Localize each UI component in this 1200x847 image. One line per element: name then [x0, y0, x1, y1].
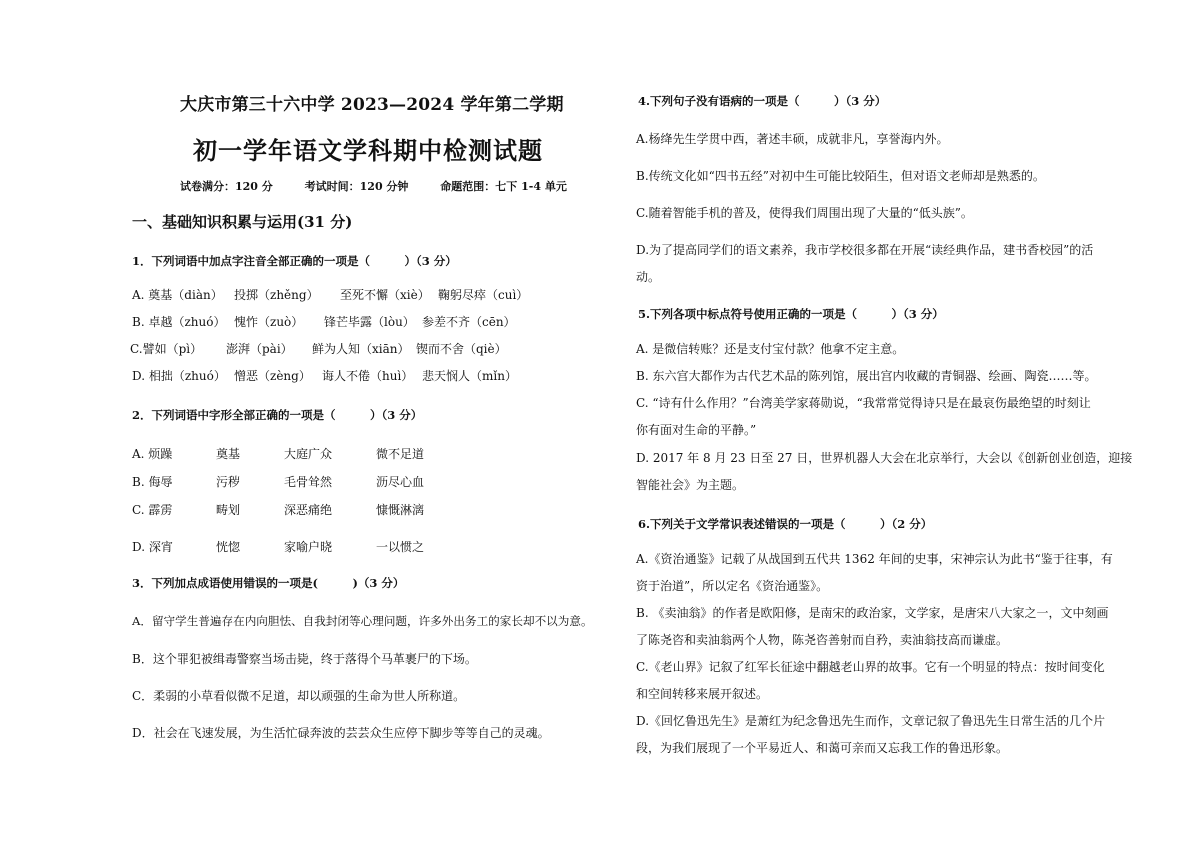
q2-d-1: D. 深宵 [132, 540, 173, 554]
q3-option-c: C．柔弱的小草看似微不足道，却以顽强的生命为世人所称道。 [132, 689, 466, 703]
q5-option-a: A. 是微信转账？还是支付宝付款？他拿不定主意。 [636, 342, 905, 356]
q1-d-4: 悲天悯人（mǐn） [422, 369, 517, 383]
q2-a-4: 微不足道 [376, 447, 425, 461]
question-4-stem: 4.下列句子没有语病的一项是（ ）（3 分） [638, 94, 887, 108]
q2-a-2: 奠基 [216, 447, 241, 461]
q6-option-d: D.《回忆鲁迅先生》是萧红为纪念鲁迅先生而作，文章记叙了鲁迅先生日常生活的几个片 [636, 714, 1106, 728]
q1-b-1: B. 卓越（zhuó） [132, 315, 226, 329]
q5-option-b: B. 东六宫大都作为古代艺术品的陈列馆，展出宫内收藏的青铜器、绘画、陶瓷……等。 [636, 369, 1097, 383]
q1-a-4: 鞠躬尽瘁（cuì） [438, 288, 529, 302]
q4-option-c: C.随着智能手机的普及，使得我们周围出现了大量的“低头族”。 [636, 206, 973, 220]
q4-option-d: D.为了提高同学们的语文素养，我市学校很多都在开展“读经典作品，建书香校园”的活 [636, 243, 1094, 257]
q1-c-2: 澎湃（pài） [226, 342, 293, 356]
q6-option-a-cont: 资于治道”，所以定名《资治通鉴》。 [636, 579, 829, 593]
q1-b-2: 愧怍（zuò） [234, 315, 304, 329]
q2-b-2: 污秽 [216, 475, 241, 489]
q6-option-c-cont: 和空间转移来展开叙述。 [636, 687, 769, 701]
q6-option-c: C.《老山界》记叙了红军长征途中翻越老山界的故事。它有一个明显的特点：按时间变化 [636, 660, 1105, 674]
question-2-stem: 2．下列词语中字形全部正确的一项是（ ）（3 分） [132, 408, 423, 422]
q4-option-a: A.杨绛先生学贯中西，著述丰硕，成就非凡，享誉海内外。 [636, 132, 949, 146]
meta-full-score: 试卷满分：120 分 [180, 180, 273, 193]
q1-d-1: D. 相拙（zhuó） [132, 369, 226, 383]
q5-option-d-cont: 智能社会》为主题。 [636, 478, 745, 492]
q1-a-2: 投掷（zhěng） [234, 288, 319, 302]
q2-b-1: B. 侮辱 [132, 475, 173, 489]
q5-option-d: D. 2017 年 8 月 23 日至 27 日，世界机器人大会在北京举行，大会以《创新创业创造，迎接 [636, 451, 1133, 465]
q2-a-1: A. 烦躁 [132, 447, 173, 461]
q1-c-3: 鲜为人知（xiān） [312, 342, 410, 356]
q2-c-3: 深恶痛绝 [284, 503, 333, 517]
q2-b-4: 沥尽心血 [376, 475, 425, 489]
meta-scope: 命题范围：七下 1-4 单元 [440, 180, 567, 193]
q2-d-2: 恍惚 [216, 540, 241, 554]
q1-d-3: 诲人不倦（huì） [322, 369, 414, 383]
q2-a-3: 大庭广众 [284, 447, 333, 461]
meta-time: 考试时间：120 分钟 [304, 180, 409, 193]
q3-option-a: A．留守学生普遍存在内向胆怯、自我封闭等心理问题，许多外出务工的家长却不以为意。 [132, 614, 593, 628]
q6-option-b: B. 《卖油翁》的作者是欧阳修，是南宋的政治家，文学家，是唐宋八大家之一，文中刻画 [636, 606, 1109, 620]
exam-title: 初一学年语文学科期中检测试题 [193, 136, 543, 165]
q2-c-1: C. 霹雳 [132, 503, 173, 517]
q1-a-1: A. 奠基（diàn） [132, 288, 223, 302]
q6-option-b-cont: 了陈尧咨和卖油翁两个人物，陈尧咨善射而自矜，卖油翁技高而谦虚。 [636, 633, 1009, 647]
q2-b-3: 毛骨耸然 [284, 475, 333, 489]
q4-option-b: B.传统文化如“四书五经”对初中生可能比较陌生，但对语文老师却是熟悉的。 [636, 169, 1045, 183]
q2-d-4: 一以惯之 [376, 540, 425, 554]
q2-c-2: 畴划 [216, 503, 241, 517]
q1-b-4: 参差不齐（cēn） [422, 315, 516, 329]
section-title: 一、基础知识积累与运用(31 分) [132, 213, 353, 231]
q5-option-c: C. “诗有什么作用？”台湾美学家蒋勋说，“我常常觉得诗只是在最哀伤最绝望的时刻让 [636, 396, 1091, 410]
question-3-stem: 3．下列加点成语使用错误的一项是( )（3 分） [132, 576, 405, 590]
q3-option-b: B．这个罪犯被缉毒警察当场击毙，终于落得个马革裹尸的下场。 [132, 652, 477, 666]
q1-c-4: 锲而不舍（qiè） [416, 342, 507, 356]
q5-option-c-cont: 你有面对生命的平静。” [636, 423, 757, 437]
q1-a-3: 至死不懈（xiè） [340, 288, 430, 302]
q1-d-2: 憎恶（zèng） [234, 369, 311, 383]
q1-c-1: C.譬如（pì） [130, 342, 203, 356]
question-5-stem: 5.下列各项中标点符号使用正确的一项是（ ）（3 分） [638, 307, 944, 321]
question-6-stem: 6.下列关于文学常识表述错误的一项是（ ）（2 分） [638, 517, 933, 531]
q1-b-3: 锋芒毕露（lòu） [324, 315, 415, 329]
q2-d-3: 家喻户晓 [284, 540, 333, 554]
question-1-stem: 1．下列词语中加点字注音全部正确的一项是（ ）（3 分） [132, 254, 457, 268]
q4-option-d-cont: 动。 [636, 270, 661, 284]
q3-option-d: D．社会在飞速发展，为生活忙碌奔波的芸芸众生应停下脚步等等自己的灵魂。 [132, 726, 550, 740]
q6-option-a: A.《资治通鉴》记载了从战国到五代共 1362 年间的史事，宋神宗认为此书“鉴于往事，有 [636, 552, 1113, 566]
q6-option-d-cont: 段，为我们展现了一个平易近人、和蔼可亲而又忘我工作的鲁迅形象。 [636, 741, 1009, 755]
q2-c-4: 慷慨淋漓 [376, 503, 425, 517]
exam-meta [180, 178, 595, 194]
school-term-heading: 大庆市第三十六中学 2023—2024 学年第二学期 [180, 95, 564, 115]
